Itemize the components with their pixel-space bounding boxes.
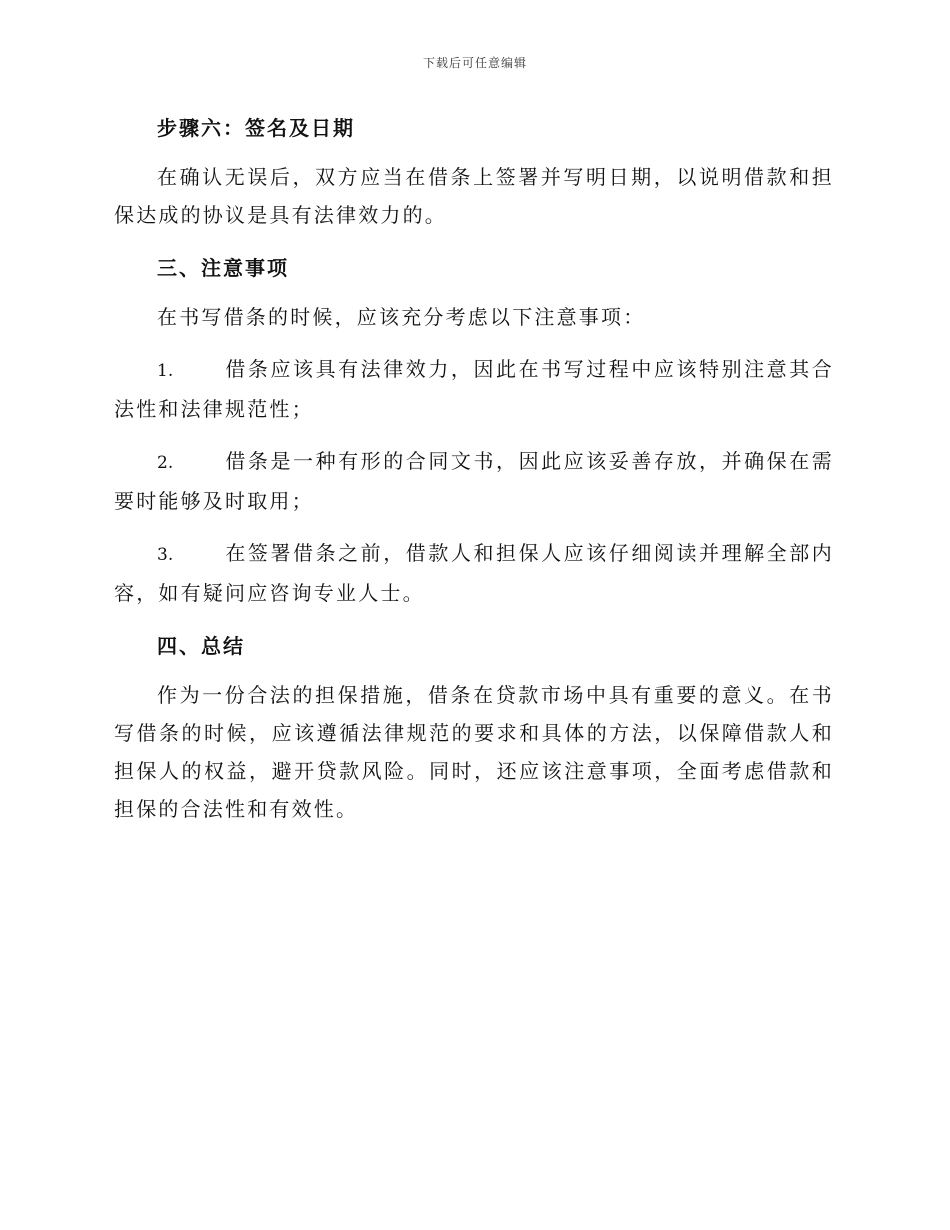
summary-paragraph: 作为一份合法的担保措施，借条在贷款市场中具有重要的意义。在书写借条的时候，应该遵循法律规范的要求和具体的方法，以保障借款人和担保人的权益，避开贷款风险。同时，还应该注意事项，全面考虑借款和担保的合法性和有效性。 — [114, 683, 834, 821]
list-item-text: 借条应该具有法律效力，因此在书写过程中应该特别注意其合法性和法律规范性； — [114, 357, 834, 421]
document-body — [114, 108, 834, 828]
step6-paragraph: 在确认无误后，双方应当在借条上签署并写明日期，以说明借款和担保达成的协议是具有法律效力的。 — [114, 165, 834, 227]
section-heading-summary: 四、总结 — [157, 634, 245, 658]
list-item — [114, 442, 834, 520]
list-item-number: 1. — [157, 361, 174, 381]
section-heading-step6: 步骤六：签名及日期 — [157, 116, 355, 140]
list-item — [114, 350, 834, 428]
section-heading-notes: 三、注意事项 — [157, 256, 289, 280]
list-item-text: 借条是一种有形的合同文书，因此应该妥善存放，并确保在需要时能够及时取用； — [114, 449, 834, 513]
header-note: 下载后可任意编辑 — [422, 56, 527, 70]
list-item-number: 3. — [157, 545, 174, 565]
list-item-text: 在签署借条之前，借款人和担保人应该仔细阅读并理解全部内容，如有疑问应咨询专业人士。 — [114, 541, 834, 605]
list-item-number: 2. — [157, 453, 174, 473]
list-item — [114, 534, 834, 612]
notes-intro: 在书写借条的时候，应该充分考虑以下注意事项： — [157, 305, 646, 329]
